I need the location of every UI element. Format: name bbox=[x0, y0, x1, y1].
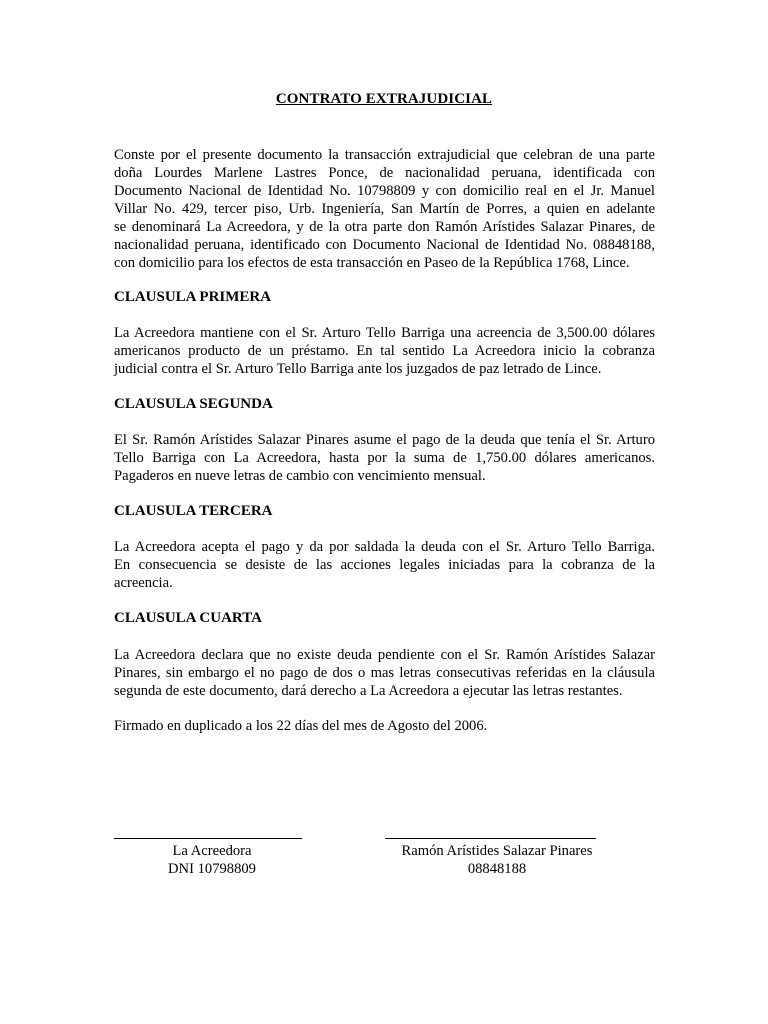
intro-line: doña Lourdes Marlene Lastres Ponce, de nacionalidad peruana, identificada con bbox=[114, 165, 655, 181]
clause-paragraph bbox=[114, 538, 655, 592]
intro-line: Conste por el presente documento la transacción extrajudicial que celebran de una parte bbox=[114, 147, 655, 163]
clause-line: segunda de este documento, dará derecho a La Acreedora a ejecutar las letras restantes. bbox=[114, 683, 623, 699]
clause-heading: CLAUSULA SEGUNDA bbox=[114, 396, 273, 412]
clause-paragraph bbox=[114, 324, 655, 378]
clause-line: judicial contra el Sr. Arturo Tello Barriga ante los juzgados de paz letrado de Lince. bbox=[114, 361, 602, 377]
clause-heading: CLAUSULA CUARTA bbox=[114, 610, 262, 626]
right-signature-line bbox=[385, 838, 596, 839]
clause-heading: CLAUSULA PRIMERA bbox=[114, 289, 272, 305]
clause-line: La Acreedora mantiene con el Sr. Arturo Tello Barriga una acreencia de 3,500.00 dólares bbox=[114, 325, 655, 341]
clause-line: Pagaderos en nueve letras de cambio con vencimiento mensual. bbox=[114, 468, 486, 484]
intro-line: con domicilio para los efectos de esta transacción en Paseo de la República 1768, Lince. bbox=[114, 255, 630, 271]
left-signature-line bbox=[114, 838, 302, 839]
clause-heading: CLAUSULA TERCERA bbox=[114, 503, 273, 519]
document-title: CONTRATO EXTRAJUDICIAL bbox=[275, 91, 493, 107]
closing-statement bbox=[114, 717, 655, 735]
clause-paragraph bbox=[114, 431, 655, 485]
left-signatory-dni: DNI 10798809 bbox=[168, 861, 256, 877]
closing-line: Firmado en duplicado a los 22 días del mes de Agosto del 2006. bbox=[114, 718, 488, 734]
clause-line: Tello Barriga con La Acreedora, hasta por la suma de 1,750.00 dólares americanos. bbox=[114, 450, 655, 466]
intro-line: nacionalidad peruana, identificado con Documento Nacional de Identidad No. 08848188, bbox=[114, 237, 655, 253]
clause-line: La Acreedora acepta el pago y da por saldada la deuda con el Sr. Arturo Tello Barriga. bbox=[114, 539, 655, 555]
intro-line: se denominará La Acreedora, y de la otra parte don Ramón Arístides Salazar Pinares, de bbox=[114, 219, 655, 235]
intro-line: Documento Nacional de Identidad No. 10798809 y con domicilio real en el Jr. Manuel bbox=[114, 183, 655, 199]
intro-paragraph bbox=[114, 146, 655, 272]
clause-line: El Sr. Ramón Arístides Salazar Pinares asume el pago de la deuda que tenía el Sr. Arturo bbox=[114, 432, 655, 448]
clause-line: En consecuencia se desiste de las acciones legales iniciadas para la cobranza de la bbox=[114, 557, 655, 573]
clause-line: americanos producto de un préstamo. En tal sentido La Acreedora inicio la cobranza bbox=[114, 343, 655, 359]
intro-line: Villar No. 429, tercer piso, Urb. Ingeniería, San Martín de Porres, a quien en adelante bbox=[114, 201, 655, 217]
clause-line: La Acreedora declara que no existe deuda pendiente con el Sr. Ramón Arístides Salazar bbox=[114, 647, 655, 663]
clause-paragraph bbox=[114, 646, 655, 700]
right-signatory-name: Ramón Arístides Salazar Pinares bbox=[401, 843, 593, 859]
left-signatory-name: La Acreedora bbox=[172, 843, 252, 859]
right-signatory-dni: 08848188 bbox=[467, 861, 527, 877]
clause-line: Pinares, sin embargo el no pago de dos o mas letras consecutivas referidas en la cláusula bbox=[114, 665, 655, 681]
clause-line: acreencia. bbox=[114, 575, 173, 591]
